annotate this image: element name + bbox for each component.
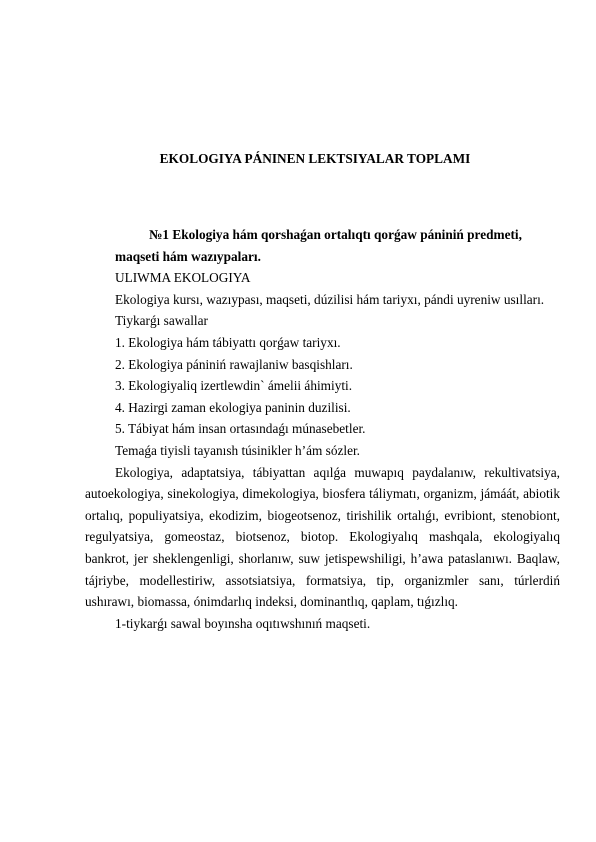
lecture-heading-line-1: №1 Ekologiya hám qorshaǵan ortalıqtı qorǵaw pániniń predmeti,	[149, 227, 522, 242]
question-item: 2. Ekologiya pániniń rawajlaniw basqishları.	[115, 356, 353, 372]
question-item: 4. Hazirgi zaman ekologiya paninin duzilisi.	[115, 399, 351, 415]
document-title: EKOLOGIYA PÁNINEN LEKTSIYALAR TOPLAMI	[159, 151, 471, 166]
section-title: ULIWMA EKOLOGIYA	[115, 270, 251, 286]
document-body	[85, 224, 560, 634]
lecture-heading	[85, 224, 560, 267]
terms-label: Temaǵa tiyisli tayanısh túsinikler h’ám sózler.	[115, 442, 361, 458]
closing-line: 1-tiykarǵı sawal boyınsha oqıtıwshınıń maqseti.	[115, 615, 371, 631]
lecture-heading-line-2: maqseti hám wazıypaları.	[115, 248, 261, 264]
question-item: 3. Ekologiyaliq izertlewdin` ámelii áhimiyti.	[115, 378, 353, 394]
question-item: 5. Tábiyat hám insan ortasındaǵı múnasebetler.	[115, 421, 366, 437]
terms-paragraph: Ekologiya, adaptatsiya, tábiyattan aqılǵa muwapıq paydalanıw, rekultivatsiya, autoekologiya, sinekologiya, dimekologiya, biosfera táliymatı, organizm, jámáát, abiotik ortalıq, populiyatsiya, ekodizim, biogeotsenoz, tirishilik ortalıǵı, evribiont, stenobiont, regulyatsiya, gomeostaz, biotsenoz, biotop. Ekologiyalıq mashqala, ekologiyalıq bankrot, jer sheklengenligi, shorlanıw, suw jetispewshiligi, h’awa pataslanıwı. Baqlaw, tájriybe, modellestiriw, assotsiatsiya, formatsiya, tip, organizmler sanı, túrlerdiń ushırawı, biomassa, ónimdarlıq indeksi, dominantlıq, qaplam, tıǵızlıq.	[85, 464, 560, 610]
questions-label: Tiykarǵı sawallar	[115, 313, 208, 329]
question-item: 1. Ekologiya hám tábiyattı qorǵaw tariyxı.	[115, 334, 341, 350]
intro-paragraph: Ekologiya kursı, wazıypası, maqseti, dúzilisi hám tariyxı, pándi uyreniw usılları.	[115, 291, 545, 307]
